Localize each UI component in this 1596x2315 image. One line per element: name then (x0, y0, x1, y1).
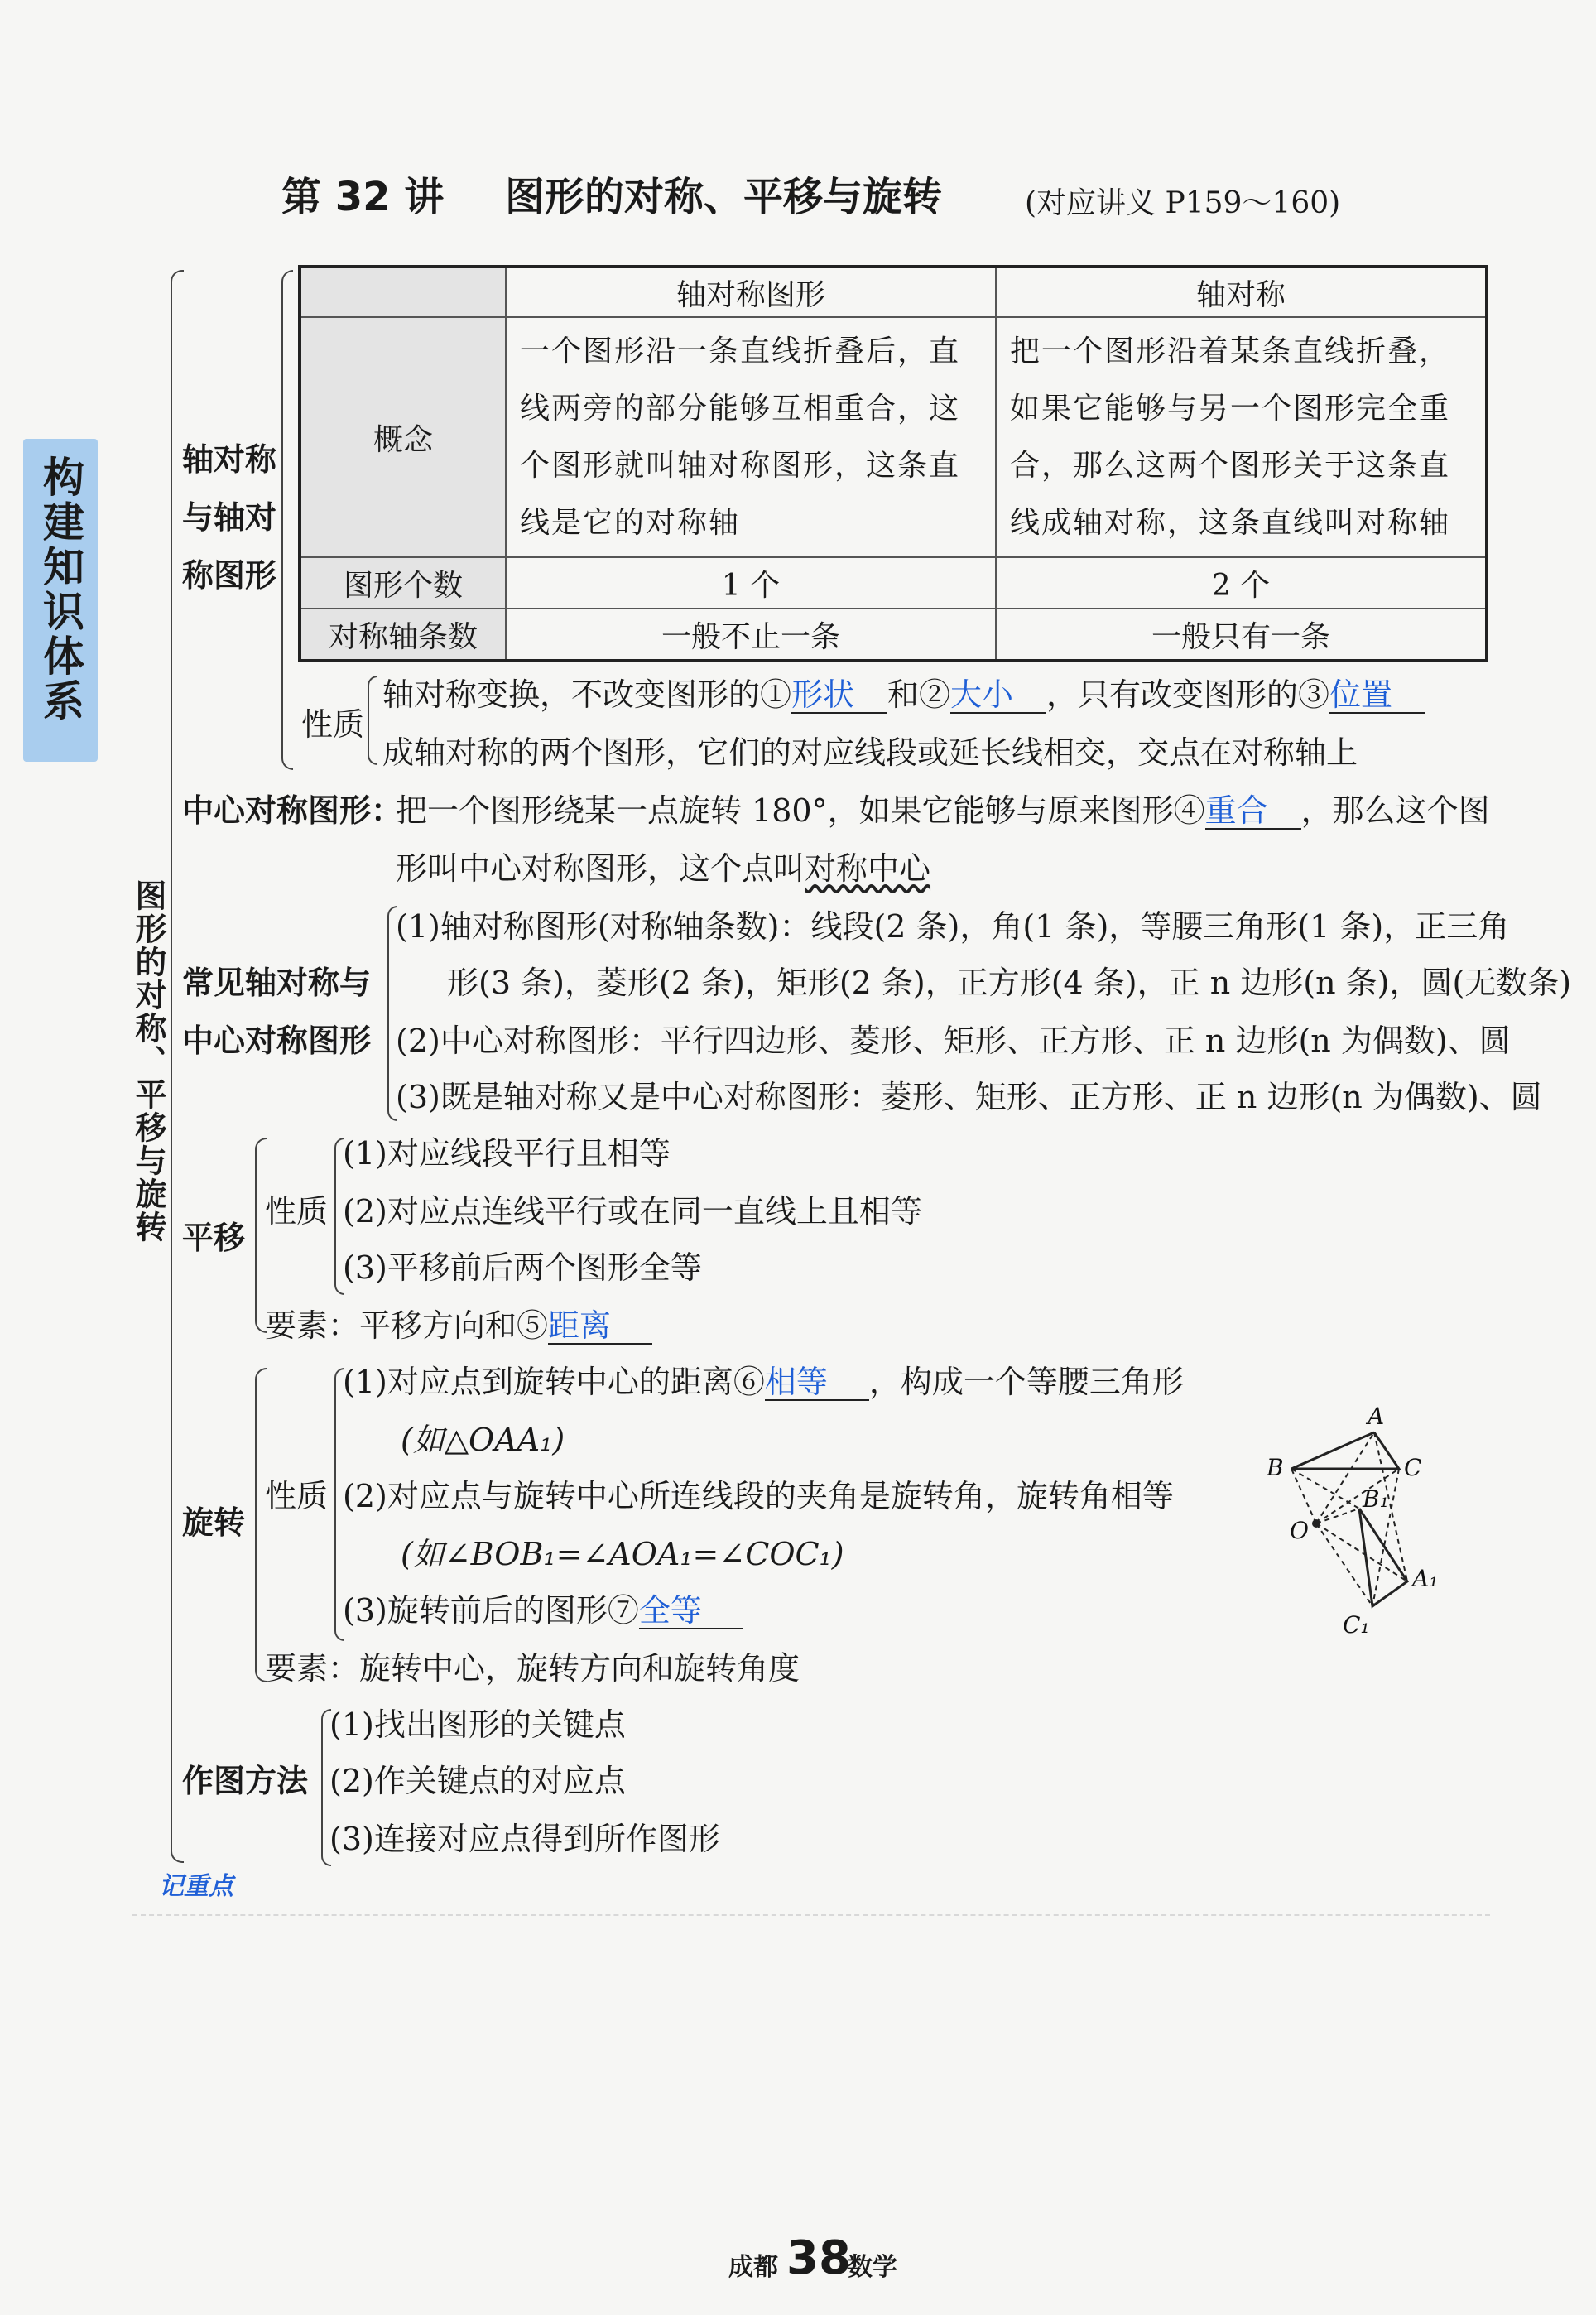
section1-label-3: 称图形 (182, 557, 277, 594)
section3-label-1: 常见轴对称与 (182, 965, 372, 1001)
fig-label-c1: C₁ (1343, 1611, 1370, 1639)
page-title: 图形的对称、平移与旋转 (505, 174, 943, 220)
blank-2: 大小 (950, 679, 1046, 714)
section3-item3: (3)既是轴对称又是中心对称图形：菱形、矩形、正方形、正 n 边形(n 为偶数)、圆 (396, 1079, 1542, 1115)
section2-line1: 把一个图形绕某一点旋转 180°，如果它能够与原来图形④重合 ，那么这个图 (396, 792, 1490, 829)
section5-property-label: 性质 (265, 1478, 329, 1514)
blank-7: 全等 (639, 1595, 743, 1629)
section5-item1: (1)对应点到旋转中心的距离⑥相等 ，构成一个等腰三角形 (343, 1364, 1184, 1400)
fig-label-o: O (1290, 1517, 1309, 1544)
fig-label-c: C (1404, 1454, 1422, 1481)
section4-brace (255, 1138, 267, 1333)
fig-label-a: A (1368, 1403, 1385, 1430)
title-reference: (对应讲义 P159～160) (1025, 186, 1341, 220)
fig-label-b1: B₁ (1363, 1485, 1389, 1513)
section4-item1: (1)对应线段平行且相等 (343, 1135, 671, 1172)
fig-label-a1: A₁ (1412, 1565, 1439, 1592)
section3-item2: (2)中心对称图形：平行四边形、菱形、矩形、正方形、正 n 边形(n 为偶数)、圆 (396, 1023, 1511, 1059)
page-number: 38 (786, 2231, 851, 2285)
blank-4: 重合 (1205, 795, 1301, 830)
side-tab: 构建知识体系 (23, 439, 98, 762)
concept-symmetry-def: 把一个图形沿着某条直线折叠， 如果它能够与另一个图形完全重 合，那么这两个图形关于这条直 线成轴对称，这条直线叫对称轴 (996, 317, 1487, 557)
axes-figure: 一般不止一条 (506, 609, 996, 661)
row-axis-count: 对称轴条数 (300, 609, 506, 661)
section4-item2: (2)对应点连线平行或在同一直线上且相等 (343, 1193, 922, 1230)
count-symmetry: 2 个 (996, 557, 1487, 609)
wavy-term: 对称中心 (805, 850, 931, 887)
table-col-axis-symmetry: 轴对称 (996, 267, 1487, 317)
table-col-axis-symmetric-figure: 轴对称图形 (506, 267, 996, 317)
note-label: 记重点 (159, 1872, 233, 1901)
section6-item3: (3)连接对应点得到所作图形 (329, 1821, 720, 1857)
section5-brace (255, 1368, 267, 1682)
section1-property-line1: 轴对称变换，不改变图形的①形状 和②大小 ，只有改变图形的③位置 (382, 679, 1425, 714)
section1-brace (281, 270, 293, 770)
section5-element: 要素：旋转中心，旋转方向和旋转角度 (265, 1650, 800, 1687)
footer-city: 成都 (728, 2253, 778, 2282)
triangle-a1b1c1 (1359, 1509, 1407, 1606)
section5-item3: (3)旋转前后的图形⑦全等 (343, 1595, 743, 1629)
section1-label-2: 与轴对 (182, 499, 277, 536)
footer-subject: 数学 (848, 2253, 897, 2282)
section1-property-line2: 成轴对称的两个图形，它们的对应线段或延长线相交，交点在对称轴上 (382, 734, 1358, 771)
section2-line2: 形叫中心对称图形，这个点叫对称中心 (396, 850, 931, 887)
triangle-abc (1291, 1432, 1399, 1469)
blank-5: 距离 (548, 1310, 652, 1345)
section3-item1-line2: 形(3 条)，菱形(2 条)，矩形(2 条)，正方形(4 条)，正 n 边形(n 条)，圆(无数条) (447, 965, 1572, 1001)
section2-label: 中心对称图形： (182, 792, 403, 829)
rotation-figure (1267, 1399, 1465, 1639)
section5-item2: (2)对应点与旋转中心所连线段的夹角是旋转角，旋转角相等 (343, 1478, 1174, 1514)
concept-figure-def: 一个图形沿一条直线折叠后，直 线两旁的部分能够互相重合，这 个图形就叫轴对称图形，这条直 线是它的对称轴 (506, 317, 996, 557)
section1-label-1: 轴对称 (182, 441, 277, 478)
section1-property-brace (368, 676, 377, 765)
axes-symmetry: 一般只有一条 (996, 609, 1487, 661)
section6-item2: (2)作关键点的对应点 (329, 1763, 626, 1799)
note-divider (132, 1914, 1490, 1916)
vertical-chapter-title: 图形的对称、平移与旋转 (130, 879, 166, 1244)
blank-3: 位置 (1329, 679, 1425, 714)
section3-item1-line1: (1)轴对称图形(对称轴条数)：线段(2 条)，角(1 条)，等腰三角形(1 条)，正三角 (396, 908, 1510, 945)
section4-item3: (3)平移前后两个图形全等 (343, 1249, 702, 1286)
row-concept: 概念 (300, 317, 506, 557)
section4-label: 平移 (182, 1220, 246, 1256)
concept-table (298, 265, 1488, 662)
blank-1: 形状 (791, 679, 887, 714)
blank-6: 相等 (765, 1366, 869, 1401)
section1-property-label: 性质 (301, 706, 365, 743)
section6-item1: (1)找出图形的关键点 (329, 1706, 626, 1743)
lecture-number: 第 32 讲 (281, 174, 445, 220)
rotation-center-point (1312, 1519, 1320, 1528)
row-figure-count: 图形个数 (300, 557, 506, 609)
section5-label: 旋转 (182, 1504, 246, 1541)
section4-property-label: 性质 (265, 1193, 329, 1230)
section4-element: 要素：平移方向和⑤距离 (265, 1310, 652, 1345)
section5-item1-note: (如△OAA₁) (401, 1422, 565, 1458)
section6-label: 作图方法 (182, 1763, 309, 1799)
fig-label-b: B (1267, 1454, 1284, 1481)
section5-item2-note: (如∠BOB₁=∠AOA₁=∠COC₁) (401, 1536, 844, 1572)
count-figure: 1 个 (506, 557, 996, 609)
section3-label-2: 中心对称图形 (182, 1023, 372, 1059)
